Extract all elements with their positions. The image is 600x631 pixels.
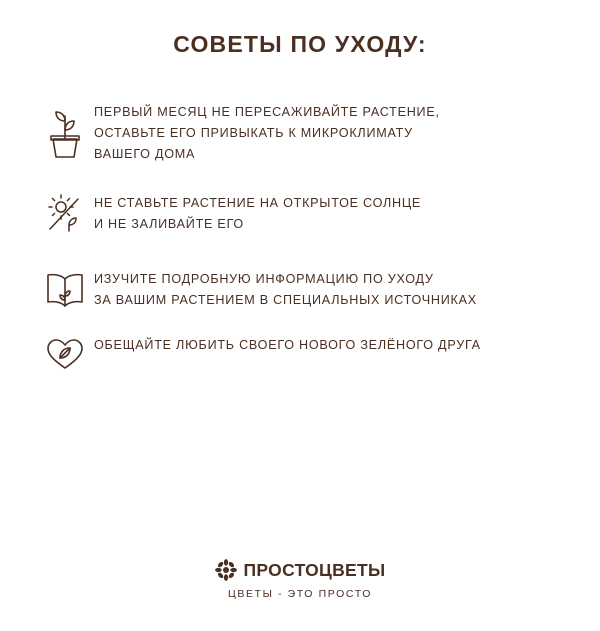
list-item [36, 268, 572, 312]
care-tips-page [0, 31, 600, 631]
list-item [36, 101, 572, 165]
list-item [36, 334, 572, 372]
brand-row [0, 559, 600, 581]
page-title: СОВЕТЫ ПО УХОДУ: [173, 31, 427, 57]
brand-name: ПРОСТОЦВЕТЫ [243, 559, 386, 580]
open-book-icon [36, 268, 94, 312]
potted-plant-icon [36, 101, 94, 161]
brand-tagline: ЦВЕТЫ - ЭТО ПРОСТО [227, 588, 373, 600]
tips-list [0, 101, 600, 372]
no-sun-icon [36, 192, 94, 238]
footer [0, 559, 600, 600]
list-item-text: НЕ СТАВЬТЕ РАСТЕНИЕ НА ОТКРЫТОЕ СОЛНЦЕ И НЕ ЗАЛИВАЙТЕ ЕГО [94, 196, 422, 231]
list-item [36, 192, 572, 238]
list-item-text: ПЕРВЫЙ МЕСЯЦ НЕ ПЕРЕСАЖИВАЙТЕ РАСТЕНИЕ, ОСТАВЬТЕ ЕГО ПРИВЫКАТЬ К МИКРОКЛИМАТУ ВАШЕГО ДОМА [94, 105, 440, 161]
list-item-text: ОБЕЩАЙТЕ ЛЮБИТЬ СВОЕГО НОВОГО ЗЕЛЁНОГО ДРУГА [94, 338, 481, 352]
heart-leaf-icon [36, 334, 94, 372]
flower-logo-icon [215, 559, 237, 581]
list-item-text: ИЗУЧИТЕ ПОДРОБНУЮ ИНФОРМАЦИЮ ПО УХОДУ ЗА ВАШИМ РАСТЕНИЕМ В СПЕЦИАЛЬНЫХ ИСТОЧНИКАХ [94, 272, 477, 307]
